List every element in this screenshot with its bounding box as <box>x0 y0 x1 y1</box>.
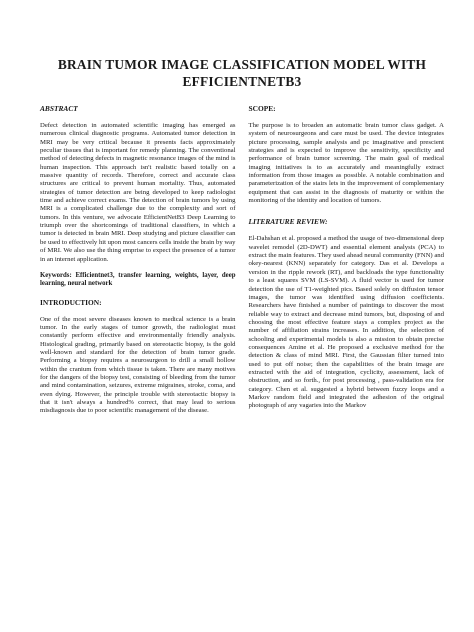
scope-text: The purpose is to broaden an automatic brain tumor class gadget. A system of neurosurgeons and care must be used. The device integrates picture processing, sample analysis and pc imaginative and prescient strategies and is expected to improve the sensitivity, specificity and performance of brain tumor screening. The main goal of medical imaging initiatives is to as accurately and meaningfully extract information from those images as possible. A notable combination and parameterization of the stairs lets in the improvement of complementary equipment that can assist in the diagnosis of maturity or within the monitoring of the identity and location of tumors. <box>248 122 444 205</box>
introduction-text: One of the most severe diseases known to medical science is a brain tumor. In the early stages of tumor growth, the radiologist must constantly perform effective and environmentally friendly analysis. Histological grading, primarily based on stereotactic biopsy, is the gold well-known and standard for the detection of brain tumor grade. Performing a biopsy requires a neurosurgeon to drill a small hollow within the cranium from which tissue is taken. There are many motives for the dangers of the biopsy test, consisting of bleeding from the tumor and mind contamination, seizures, extreme migraines, stroke, coma, and even dying. However, the principle trouble with stereotactic biopsy is that it isn't always a hundred% correct, that may lead to serious misdiagnosis due to poor scientific management of the disease. <box>40 315 236 415</box>
keywords: Keywords: Efficientnet3, transfer learning, weights, layer, deep learning, neural network <box>40 271 236 288</box>
literature-review-heading: LITERATURE REVIEW: <box>248 217 328 227</box>
introduction-heading: INTRODUCTION: <box>40 297 102 307</box>
abstract-text: Defect detection in automated scientific imaging has emerged as numerous clinical diagnostic programs. Automated tumor detection in MRI may be very critical because it presents facts approximately peculiar tissues that is important for remedy planning. The conventional method of detecting defects in magnetic resonance images of the mind is human inspection. This approach isn't realistic based totally on a massive quantity of records. Therefore, correct and accurate class structures are critical to prevent human mortality. Thus, automated strategies of tumor detection are being developed to keep radiologist time and achieve correct exams. The detection of brain tumors by using MRI is a complicated challenge due to the complexity and sort of tumors. In this venture, we advocate EfficientNetB3 Deep Learning to triumph over the shortcomings of traditional classifiers, in which a tumor is detected in brain MRI. Deep studying and picture classifier can be used to effectively hit upon most cancers cells inside the brain by way of MRI. We also use the thing emprise to expect the presence of a tumor in an internet application. <box>40 122 236 263</box>
literature-review-text: El-Dahshan et al. proposed a method the usage of two-dimensional deep wavelet remodel (2D-DWT) and essential element analysis (PCA) to extract the main features. They used ahead neural community (FNN) and okey-nearest (KNN) separately for category. Das et al. Develops a version in the ripple rework (RT), and backloads the type functionality to a least squares SVM (LS-SVM). A fluid vector is used for tumor detection the use of T1-weighted pics. Based solely on diffusion tensor images, the tumor was identified using diffusion coefficients. Researchers have finished a number of paintings to discover the most reliable way to extract and decrease mind tumors, but, disposing of and choosing the most effective feature stays a complex project as the number of affiliation strains increases. In addition, the selection of schooling and experimental models is also a mission to obtain precise consequences Amine et al. He proposed a exclusive method for the detection & class of mind MRI. First, the Gaussian filter turned into used to put off noise; then the capabilities of the brain image are extracted with the aid of integration, cyclicity, assessment, lack of obstruction, and so forth., for post processing , pass-validation era for category. Chen et al. suggested a hybrid between fuzzy loops and a Markov random field and integrated the adhesion of the original photograph of any vagaries into the Markov <box>248 235 444 410</box>
two-column-body <box>40 104 444 416</box>
right-column <box>249 104 445 416</box>
abstract-heading: ABSTRACT <box>40 104 78 113</box>
left-column <box>40 104 236 416</box>
scope-heading: SCOPE: <box>248 104 276 113</box>
paper-title: BRAIN TUMOR IMAGE CLASSIFICATION MODEL WITH EFFICIENTNETB3 <box>57 57 427 89</box>
